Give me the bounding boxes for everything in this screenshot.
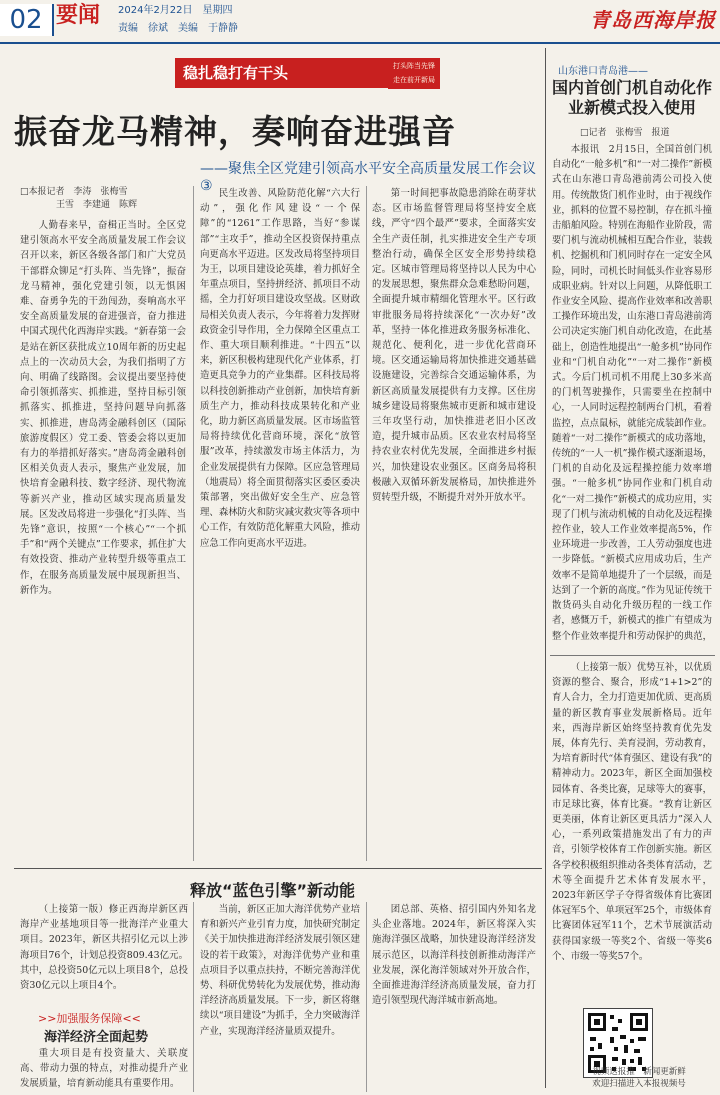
issue-date: 2024年2月22日 星期四: [118, 5, 233, 16]
right-continued-body: （上接第一版）优势互补，以优质资源的整合、聚合，形成“1+1>2”的育人合力，全力打造更加优质、更高质量的新区教育事业发展新格局。近年来，西海岸新区始终坚持教育优先发展，体育先行、美育浸润，劳动教育，为培育新时代“体育强区、建设有我”的精神动力。2023年，新区全面加强校园体育、各类比赛，足球等大的赛事，市足球比赛，体育比赛。“教育让新区更美丽，体育让新区更具活力”深入人心，一系列政策措施发出了有力的声音，引领学校体育工作创新实施。新区各学校积极组织推动各类体育活动，艺术等全面提升艺术体育发展水平，2023年新区学子夺得省级体育比赛团体冠军5个、单项冠军25个，市级体育比赛团体冠军11个，艺术节展演活动获得国家级一等奖2个、省级一等奖6个、市级一等奖57个。: [552, 662, 712, 962]
qr-caption-line1: 视频送报推 新闻更新鲜: [592, 1067, 686, 1077]
page-number: 02: [0, 4, 54, 36]
bottom-column-1: （上接第一版）修正西海岸新区西海岸产业基地项目等一批海洋产业重大项目。2023年，新区共招引亿元以上涉海项目76个，计划总投资809.43亿元。其中，总投资50亿元以上项目8个，总投资30亿元以上项目4个。: [20, 904, 188, 992]
right-article-body: 本报讯 2月15日，全国首创门机自动化“一舱多机”和“一对二操作”新模式在山东港口青岛港前湾公司投入使用。传统散货门机作业时，由于视线作业，抓料的位置不易控制，存在抓斗撞击船舶风险。特别在海船作业阶段，需要门机与流动机械相互配合作业，装载机、挖掘机和门机同时存在一定安全风险，同时，司机长时间低头作业容易形成职业病。针对以上问题，从降低职工作业安全风险、提高作业效率和改善职工操作环境出发，山东港口青岛港前湾公司决定实施门机自动化改造，在此基础上，创造性地提出“一舱多机”协同作业和“门机自动化”“一对二操作”新模式。今后门机司机不用爬上30多米高的门机驾驶操作，只需要坐在控制中心，一人同时远程控制两台门机，看着监控，点点鼠标，就能完成装卸作业。随着“一对二操作”新模式的成功落地，传统的“一人一机”操作模式逐渐退场，门机的自动化及远程操控能力效率增强。“一舱多机”协同作业和门机自动化“一对二操作”新模式的成功应用，实现了门机与流动机械的自动化及远程操控作业，较人工作业效率提高5%，作业环境进一步改善，工人劳动强度也进一步降低。“新模式应用成功后，生产效率不是简单地提升了一个层级，而是达到了一个新的高度。”作为见证传统干散货码头自动化升级历程的一线工作者，感慨万千，新模式的推广有望成为整个作业效率提升和劳动保护的典范，: [552, 144, 712, 642]
lead-column-3: 第一时间把事故隐患消除在萌芽状态。区市场监督管理局将坚持安全底线，严守“四个最严”要求，全面落实安全生产责任制，扎实推进安全生产专项整治行动，确保全区安全形势持续稳定。区城市管理局将坚持以人民为中心的发展思想，聚焦群众急难愁盼问题，全面提升城市精细化管理水平。区行政审批服务局将持续深化“一次办好”改革，坚持一体化推进政务服务标准化、规范化、便利化，进一步优化营商环境。区交通运输局将加快推进交通基础设施建设，完善综合交通运输体系，为新区高质量发展提供有力支撑。区住房城乡建设局将聚焦城市更新和城市建设三年攻坚行动，加快推进老旧小区改造，提升城市品质。区农业农村局将坚持农业农村优先发展，全面推进乡村振兴，加快建设农业强区。区商务局将积极融入双循环新发展格局，加快推进外贸转型升级，不断提升对外开放水平。: [372, 188, 536, 504]
banner-title: 稳扎稳打有干头: [175, 58, 388, 88]
right-divider: [550, 655, 715, 656]
editors-line: 责编 徐斌 美编 于静静: [118, 23, 238, 34]
column-divider: [193, 902, 194, 1092]
bottom-section-title: 海洋经济全面起势: [44, 1030, 149, 1045]
banner-slogan-line2: 走在前开新局: [393, 76, 435, 84]
right-article-kicker: 山东港口青岛港——: [558, 66, 648, 77]
qr-caption: [560, 1066, 718, 1090]
banner-slogan-line1: 打头阵当先锋: [393, 62, 435, 70]
right-column-divider: [545, 48, 546, 1088]
masthead-logo: 青岛西海岸报: [590, 8, 716, 32]
lead-column-2: 民生改善、风险防范化解“六大行动”，强化作风建设“一个保障”的“1261”工作思路，当好“参谋部”“主攻手”，推动全区投资保持重点向更高水平迈进。区发改局将坚持项目为王，以项目建设论英雄，着力抓好全年重点项目，坚持拼经济、抓项目不动摇，全力打好项目建设攻坚战。区财政局相关负责人表示，今年将着力发挥财政资金引导作用，全力保障全区重点工作、重大项目顺利推进。“十四五”以来，新区积极构建现代化产业体系，打造更具竞争力的产业集群。区科技局将以科技创新推动产业创新，加快培育新质生产力，推动科技成果转化和产业化，助力新区高质量发展。区市场监管局将持续优化营商环境，深化“放管服”改革，持续激发市场主体活力，为企业发展提供有力保障。区应急管理局（地震局）将全面贯彻落实区委区委决策部署，突出做好安全生产、应急管理、森林防火和防灾减灾救灾等各项中心工作，有效防范化解重大风险，推动应急工作向更高水平迈进。: [200, 188, 360, 549]
banner-slogan: [388, 58, 440, 89]
lead-byline: [20, 186, 190, 212]
right-article-byline: □记者 张梅雪 报道: [580, 128, 670, 138]
bottom-divider: [14, 868, 542, 869]
column-divider: [366, 902, 367, 1092]
lead-column-1: 人勤春来早，奋楫正当时。全区党建引领高水平安全高质量发展工作会议召开以来，新区各级各部门和广大党员干部群众铆足“打头阵、当先锋”，振奋龙马精神，强化党建引领，以无惧困难、奋勇争先的干劲闯劲，奏响高水平安全高质量发展的奋进强音，奋力推进中国式现代化西海岸实践。“新春第一会是站在新区获批成立10周年新的历史起点上的一次动员大会，为我们指明了方向、明确了线路图。会议提出要坚持使命引领抓落实、抓推进，坚持目标引领抓落实、抓推进，坚持问题导向抓落实、抓推进，唐岛湾金融科创区（国际旅游度假区）党工委、管委会将以更加有力的举措抓好落实。”唐岛湾金融科创区相关负责人表示，聚焦产业发展，加快培育金融科技、数字经济、现代物流等新兴产业，推动区域实现高质量发展。区发改局将进一步强化“打头阵、当先锋”意识，按照“一个核心”“一个抓手”和“两个关键点”工作要求，抓住扩大有效投资、推动产业转型升级等重点工作，在服务高质量发展中展现新担当、新作为。: [20, 220, 186, 596]
section-name: 要闻: [56, 3, 101, 28]
right-article-headline: 国内首创门机自动化作业新模式投入使用: [552, 78, 713, 117]
bottom-section-kicker: >>加强服务保障<<: [38, 1012, 141, 1025]
lead-byline-line1: □本报记者 李涛 张梅雪: [20, 187, 128, 197]
bottom-column-2: 当前，新区正加大海洋优势产业培育和新兴产业引育力度，加快研究制定《关于加快推进海洋经济发展引领区建设的若干政策》，对海洋优势产业和重点项目予以重点扶持，不断完善海洋优势、科研优势转化为发展优势，推动海洋经济高质量发展。下一步，新区将继续以“项目建设”为抓手，全力突破海洋产业，实现海洋经济量质双提升。: [200, 904, 360, 1037]
bottom-column-1b: 重大项目是有投资量大、关联度高、带动力强的特点，对推动提升产业发展质量，培育新动能具有重要作用。: [20, 1048, 188, 1090]
lead-byline-line2: 王雪 李建通 陈辉: [56, 200, 138, 210]
column-divider: [193, 186, 194, 861]
lead-headline: 振奋龙马精神，奏响奋进强音: [14, 112, 456, 151]
lead-subtitle: ——聚焦全区党建引领高水平安全高质量发展工作会议③: [200, 161, 536, 194]
bottom-column-3: 团总部、英格、招引国内外知名龙头企业落地。2024年，新区将深入实施海洋强区战略，加快建设海洋经济发展示范区，以海洋科技创新推动海洋产业发展，深化海洋领域对外开放合作，全面推进海洋经济高质量发展，奋力打造引领型现代海洋城市新高地。: [372, 904, 536, 1007]
column-divider: [366, 186, 367, 861]
qr-caption-line2: 欢迎扫描进入本报视频号: [592, 1079, 686, 1089]
bottom-article-headline: 释放“蓝色引擎”新动能: [190, 881, 356, 900]
